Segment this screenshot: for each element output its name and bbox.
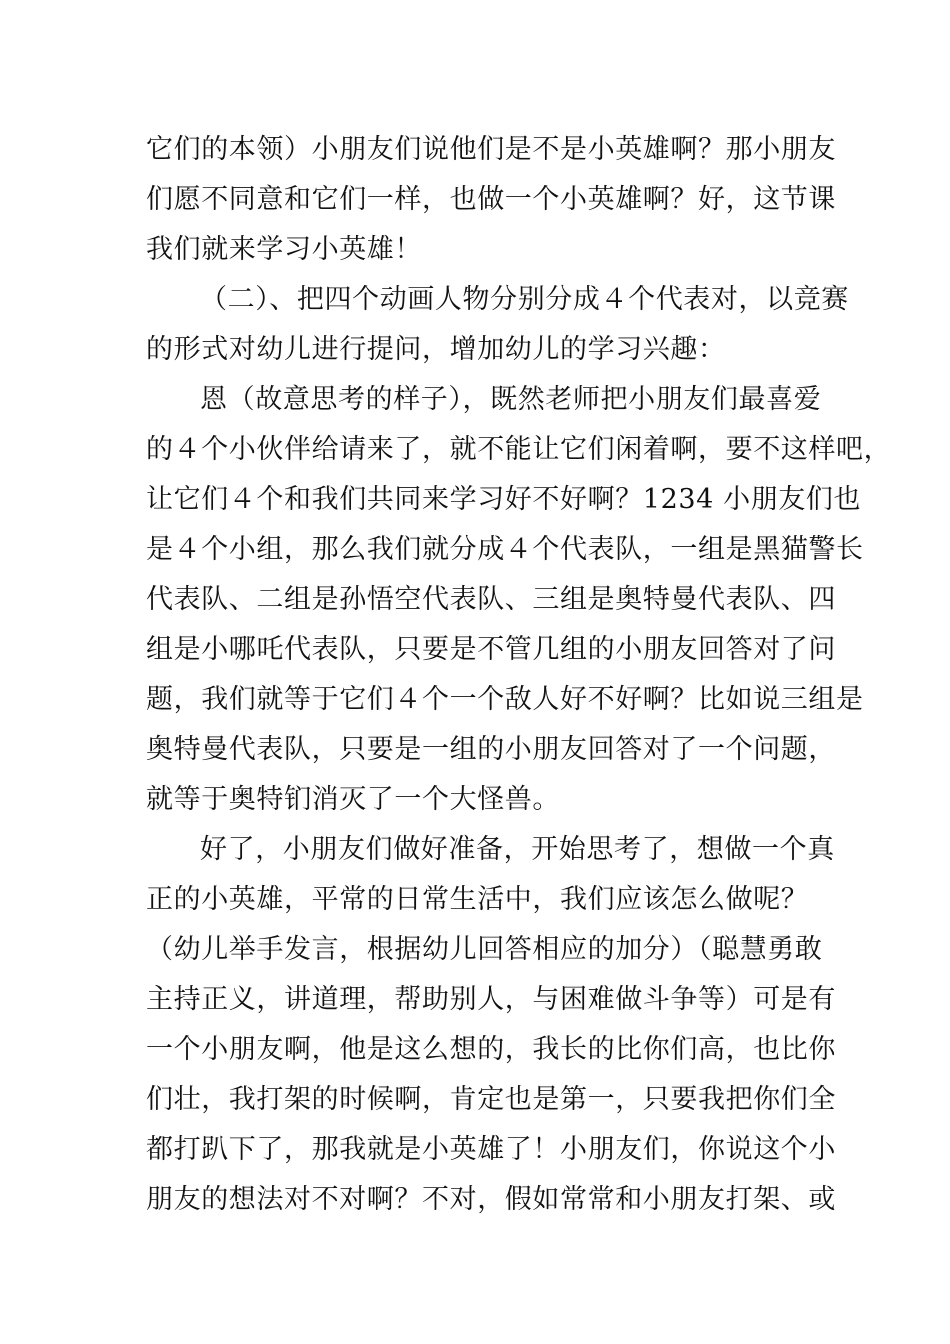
text-line: 们壮，我打架的时候啊，肯定也是第一，只要我把你们全 [146,1084,836,1115]
text-line: 都打趴下了，那我就是小英雄了！小朋友们，你说这个小 [146,1134,836,1165]
text-line: 的４个小伙伴给请来了，就不能让它们闲着啊，要不这样吧， [146,434,892,465]
text-line: 组是小哪吒代表队，只要是不管几组的小朋友回答对了问 [146,634,836,665]
text-line: 就等于奥特钔消灭了一个大怪兽。 [146,784,560,815]
text-line: 一个小朋友啊，他是这么想的，我长的比你们高，也比你 [146,1034,836,1065]
paragraph-first-line: 恩（故意思考的样子），既然老师把小朋友们最喜爱 [200,384,822,415]
text-line: 代表队、二组是孙悟空代表队、三组是奥特曼代表队、四 [146,584,836,615]
text-line: 是４个小组，那么我们就分成４个代表队，一组是黑猫警长 [146,534,864,565]
text-line: 题，我们就等于它们４个一个敌人好不好啊？比如说三组是 [146,684,864,715]
text-line: 正的小英雄，平常的日常生活中，我们应该怎么做呢？ [146,884,809,915]
text-line: 它们的本领）小朋友们说他们是不是小英雄啊？那小朋友 [146,134,836,165]
text-line: 让它们４个和我们共同来学习好不好啊？1234 小朋友们也 [146,484,862,515]
text-line: 奥特曼代表队，只要是一组的小朋友回答对了一个问题， [146,734,836,765]
text-line: 的形式对幼儿进行提问，增加幼儿的学习兴趣： [146,334,726,365]
text-line: 我们就来学习小英雄！ [146,234,422,265]
text-line: 们愿不同意和它们一样，也做一个小英雄啊？好，这节课 [146,184,836,215]
paragraph-first-line: 好了，小朋友们做好准备，开始思考了，想做一个真 [200,834,835,865]
text-line: 主持正义，讲道理，帮助别人，与困难做斗争等）可是有 [146,984,836,1015]
paragraph-first-line: （二）、把四个动画人物分别分成４个代表对，以竞赛 [200,284,849,315]
text-line: 朋友的想法对不对啊？不对，假如常常和小朋友打架、或 [146,1184,836,1215]
text-line: （幼儿举手发言，根据幼儿回答相应的加分）（聪慧勇敢 [146,934,823,965]
